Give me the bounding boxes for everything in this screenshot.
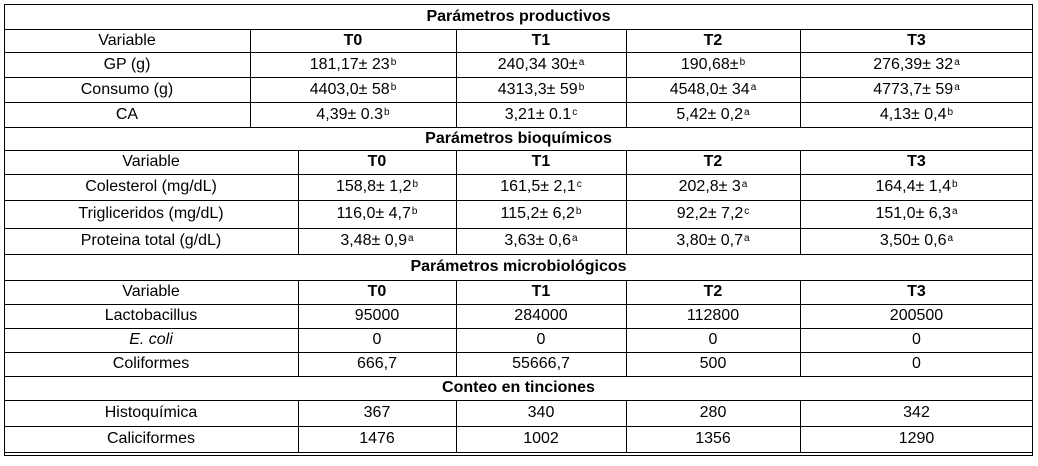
data-cell-text: 3,21± 0.1 xyxy=(504,105,572,123)
data-cell-text: 240,34 30± xyxy=(497,55,578,73)
data-cell-text: 151,0± 6,3 xyxy=(875,205,951,222)
significance-superscript: a xyxy=(744,233,750,244)
data-cell-text: 164,4± 1,4 xyxy=(875,178,951,195)
row-label-text: Trigliceridos (mg/dL) xyxy=(78,205,224,222)
data-cell-text: 3,80± 0,7 xyxy=(676,232,744,249)
column-header-variable xyxy=(4,280,298,304)
significance-superscript: a xyxy=(741,179,748,190)
data-cell-text: 500 xyxy=(699,355,727,372)
data-cell xyxy=(800,102,1033,127)
data-cell-text: 1356 xyxy=(695,430,731,447)
section-title xyxy=(4,254,1033,280)
column-divider xyxy=(626,280,627,376)
data-cell-text: 367 xyxy=(363,404,391,421)
significance-superscript: c xyxy=(576,179,582,190)
column-divider xyxy=(456,29,457,127)
column-header-t1-text: T1 xyxy=(531,153,551,170)
data-cell xyxy=(800,52,1033,77)
data-cell xyxy=(626,304,800,328)
data-cell-text: 1290 xyxy=(898,430,935,447)
column-divider xyxy=(456,280,457,376)
section-title-text: Parámetros microbiológicos xyxy=(410,258,627,275)
column-divider xyxy=(298,150,299,254)
section-title xyxy=(4,376,1033,400)
row-label xyxy=(4,352,298,376)
data-cell-text: 4,39± 0.3 xyxy=(316,105,384,123)
significance-superscript: b xyxy=(412,179,419,190)
data-cell xyxy=(800,174,1033,200)
row-label-text: CA xyxy=(115,105,139,123)
significance-superscript: b xyxy=(578,81,585,93)
data-cell xyxy=(456,200,626,228)
data-cell-text: 0 xyxy=(912,355,921,372)
significance-superscript: a xyxy=(744,106,750,118)
column-divider xyxy=(456,150,457,254)
section-title-text: Conteo en tinciones xyxy=(442,379,595,396)
data-cell-text: 342 xyxy=(903,404,930,421)
data-cell xyxy=(800,77,1033,102)
data-cell xyxy=(626,328,800,352)
data-cell-text: 4,13± 0,4 xyxy=(879,105,947,123)
data-cell xyxy=(626,174,800,200)
column-divider xyxy=(298,400,299,452)
column-header-t2-text: T2 xyxy=(703,153,723,170)
data-cell-text: 4403,0± 58 xyxy=(309,80,390,98)
column-header-t0-text: T0 xyxy=(343,31,363,49)
significance-superscript: c xyxy=(744,206,750,217)
significance-superscript: a xyxy=(951,206,958,217)
data-cell-text: 190,68± xyxy=(680,55,739,73)
data-cell-text: 202,8± 3 xyxy=(678,178,741,195)
data-cell xyxy=(456,52,626,77)
column-header-t0-text: T0 xyxy=(367,153,387,170)
column-divider xyxy=(800,29,801,127)
significance-superscript: b xyxy=(575,206,582,217)
row-label-text: Lactobacillus xyxy=(104,307,198,324)
row-label xyxy=(4,174,298,200)
data-cell xyxy=(800,304,1033,328)
significance-superscript: a xyxy=(954,56,960,68)
data-cell-text: 1002 xyxy=(523,430,559,447)
data-cell-text: 340 xyxy=(527,404,555,421)
data-cell-text: 280 xyxy=(699,404,727,421)
column-header-variable xyxy=(4,29,250,52)
data-cell xyxy=(298,304,456,328)
row-label xyxy=(4,304,298,328)
row-label-text: Colesterol (mg/dL) xyxy=(85,178,217,195)
data-cell xyxy=(626,200,800,228)
column-header-t3-text: T3 xyxy=(907,153,926,170)
data-cell xyxy=(626,102,800,127)
significance-superscript: a xyxy=(954,81,960,93)
row-label-text: Consumo (g) xyxy=(80,80,174,98)
data-cell-text: 3,63± 0,6 xyxy=(504,232,572,249)
data-cell xyxy=(250,102,456,127)
data-cell-text: 3,50± 0,6 xyxy=(879,232,947,249)
data-cell xyxy=(456,174,626,200)
data-cell xyxy=(800,352,1033,376)
row-label xyxy=(4,400,298,426)
row-label-text: GP (g) xyxy=(103,55,151,73)
significance-superscript: b xyxy=(951,179,958,190)
significance-superscript: b xyxy=(384,106,390,118)
data-cell xyxy=(626,228,800,254)
column-header-t2-text: T2 xyxy=(703,31,723,49)
significance-superscript: a xyxy=(947,233,954,244)
section-title-text: Parámetros productivos xyxy=(426,7,611,25)
column-header-t1 xyxy=(456,150,626,174)
significance-superscript: b xyxy=(390,56,397,68)
row-label-text: Caliciformes xyxy=(106,430,195,447)
row-label xyxy=(4,228,298,254)
column-divider xyxy=(626,400,627,452)
data-cell-text: 116,0± 4,7 xyxy=(336,205,411,222)
data-cell xyxy=(456,304,626,328)
data-cell-text: 158,8± 1,2 xyxy=(335,178,412,195)
column-header-t1-text: T1 xyxy=(531,31,551,49)
data-cell-text: 115,2± 6,2 xyxy=(500,205,575,222)
column-header-t0-text: T0 xyxy=(367,283,387,300)
significance-superscript: a xyxy=(578,56,585,68)
significance-superscript: a xyxy=(408,233,414,244)
column-header-t1-text: T1 xyxy=(531,283,551,300)
data-cell xyxy=(250,77,456,102)
section-title-text: Parámetros bioquímicos xyxy=(425,129,612,147)
data-cell xyxy=(800,228,1033,254)
data-cell-text: 5,42± 0,2 xyxy=(676,105,744,123)
column-divider xyxy=(626,29,627,127)
data-cell xyxy=(298,400,456,426)
data-cell xyxy=(298,426,456,452)
row-label-text: Histoquímica xyxy=(104,404,198,421)
data-cell-text: 4548,0± 34 xyxy=(669,80,750,98)
data-cell-text: 4313,3± 59 xyxy=(497,80,578,98)
data-cell xyxy=(298,352,456,376)
row-divider xyxy=(4,452,1033,453)
data-cell xyxy=(250,52,456,77)
data-cell-text: 284000 xyxy=(514,307,568,324)
column-header-t1 xyxy=(456,280,626,304)
data-cell xyxy=(626,77,800,102)
column-header-t2-text: T2 xyxy=(703,283,723,300)
row-label xyxy=(4,102,250,127)
data-cell xyxy=(800,200,1033,228)
data-cell xyxy=(800,328,1033,352)
section-title xyxy=(4,4,1033,29)
data-cell-text: 181,17± 23 xyxy=(309,55,390,73)
row-label-text: Coliformes xyxy=(112,355,190,372)
data-cell-text: 0 xyxy=(372,331,382,348)
row-label-text: E. coli xyxy=(129,331,173,348)
column-header-variable-text: Variable xyxy=(122,153,180,170)
row-label xyxy=(4,328,298,352)
significance-superscript: a xyxy=(572,233,578,244)
data-cell xyxy=(456,102,626,127)
column-header-variable-text: Variable xyxy=(98,31,156,49)
significance-superscript: b xyxy=(411,206,418,217)
data-cell-text: 0 xyxy=(708,331,718,348)
row-label-text: Proteina total (g/dL) xyxy=(80,232,222,249)
column-header-t2 xyxy=(626,280,800,304)
column-header-t0 xyxy=(250,29,456,52)
data-cell-text: 112800 xyxy=(686,307,740,324)
column-divider xyxy=(800,400,801,452)
data-cell xyxy=(456,328,626,352)
column-divider xyxy=(800,150,801,254)
data-cell-text: 276,39± 32 xyxy=(873,55,954,73)
column-header-variable-text: Variable xyxy=(122,283,180,300)
column-header-t2 xyxy=(626,150,800,174)
column-header-t3-text: T3 xyxy=(907,283,926,300)
data-cell-text: 95000 xyxy=(354,307,400,324)
data-cell-text: 200500 xyxy=(889,307,944,324)
data-cell-text: 0 xyxy=(912,331,921,348)
column-divider xyxy=(800,280,801,376)
row-label xyxy=(4,52,250,77)
data-cell xyxy=(800,400,1033,426)
data-cell xyxy=(800,426,1033,452)
data-cell-text: 92,2± 7,2 xyxy=(676,205,744,222)
column-header-t1 xyxy=(456,29,626,52)
column-header-t3-text: T3 xyxy=(907,31,926,49)
data-cell xyxy=(298,200,456,228)
data-cell xyxy=(626,352,800,376)
column-divider xyxy=(626,150,627,254)
significance-superscript: b xyxy=(739,56,746,68)
column-header-t2 xyxy=(626,29,800,52)
data-cell-text: 0 xyxy=(536,331,546,348)
data-cell xyxy=(456,228,626,254)
data-cell-text: 55666,7 xyxy=(512,355,570,372)
column-divider xyxy=(250,29,251,127)
row-label xyxy=(4,426,298,452)
column-header-t0 xyxy=(298,280,456,304)
column-header-t3 xyxy=(800,29,1033,52)
data-cell xyxy=(456,77,626,102)
data-cell xyxy=(456,352,626,376)
data-cell-text: 4773,7± 59 xyxy=(873,80,954,98)
row-label xyxy=(4,77,250,102)
data-cell xyxy=(456,400,626,426)
column-header-t0 xyxy=(298,150,456,174)
data-cell xyxy=(298,174,456,200)
data-cell xyxy=(456,426,626,452)
data-cell xyxy=(626,52,800,77)
section-title xyxy=(4,127,1033,150)
significance-superscript: c xyxy=(572,106,578,118)
data-cell-text: 161,5± 2,1 xyxy=(500,178,576,195)
data-cell xyxy=(626,426,800,452)
column-divider xyxy=(456,400,457,452)
data-cell-text: 1476 xyxy=(359,430,395,447)
column-header-variable xyxy=(4,150,298,174)
data-cell-text: 3,48± 0,9 xyxy=(340,232,408,249)
column-header-t3 xyxy=(800,150,1033,174)
significance-superscript: a xyxy=(750,81,757,93)
data-cell xyxy=(298,228,456,254)
row-label xyxy=(4,200,298,228)
significance-superscript: b xyxy=(390,81,397,93)
column-header-t3 xyxy=(800,280,1033,304)
data-cell xyxy=(298,328,456,352)
column-divider xyxy=(298,280,299,376)
significance-superscript: b xyxy=(947,106,954,118)
data-cell xyxy=(626,400,800,426)
data-cell-text: 666,7 xyxy=(356,355,398,372)
